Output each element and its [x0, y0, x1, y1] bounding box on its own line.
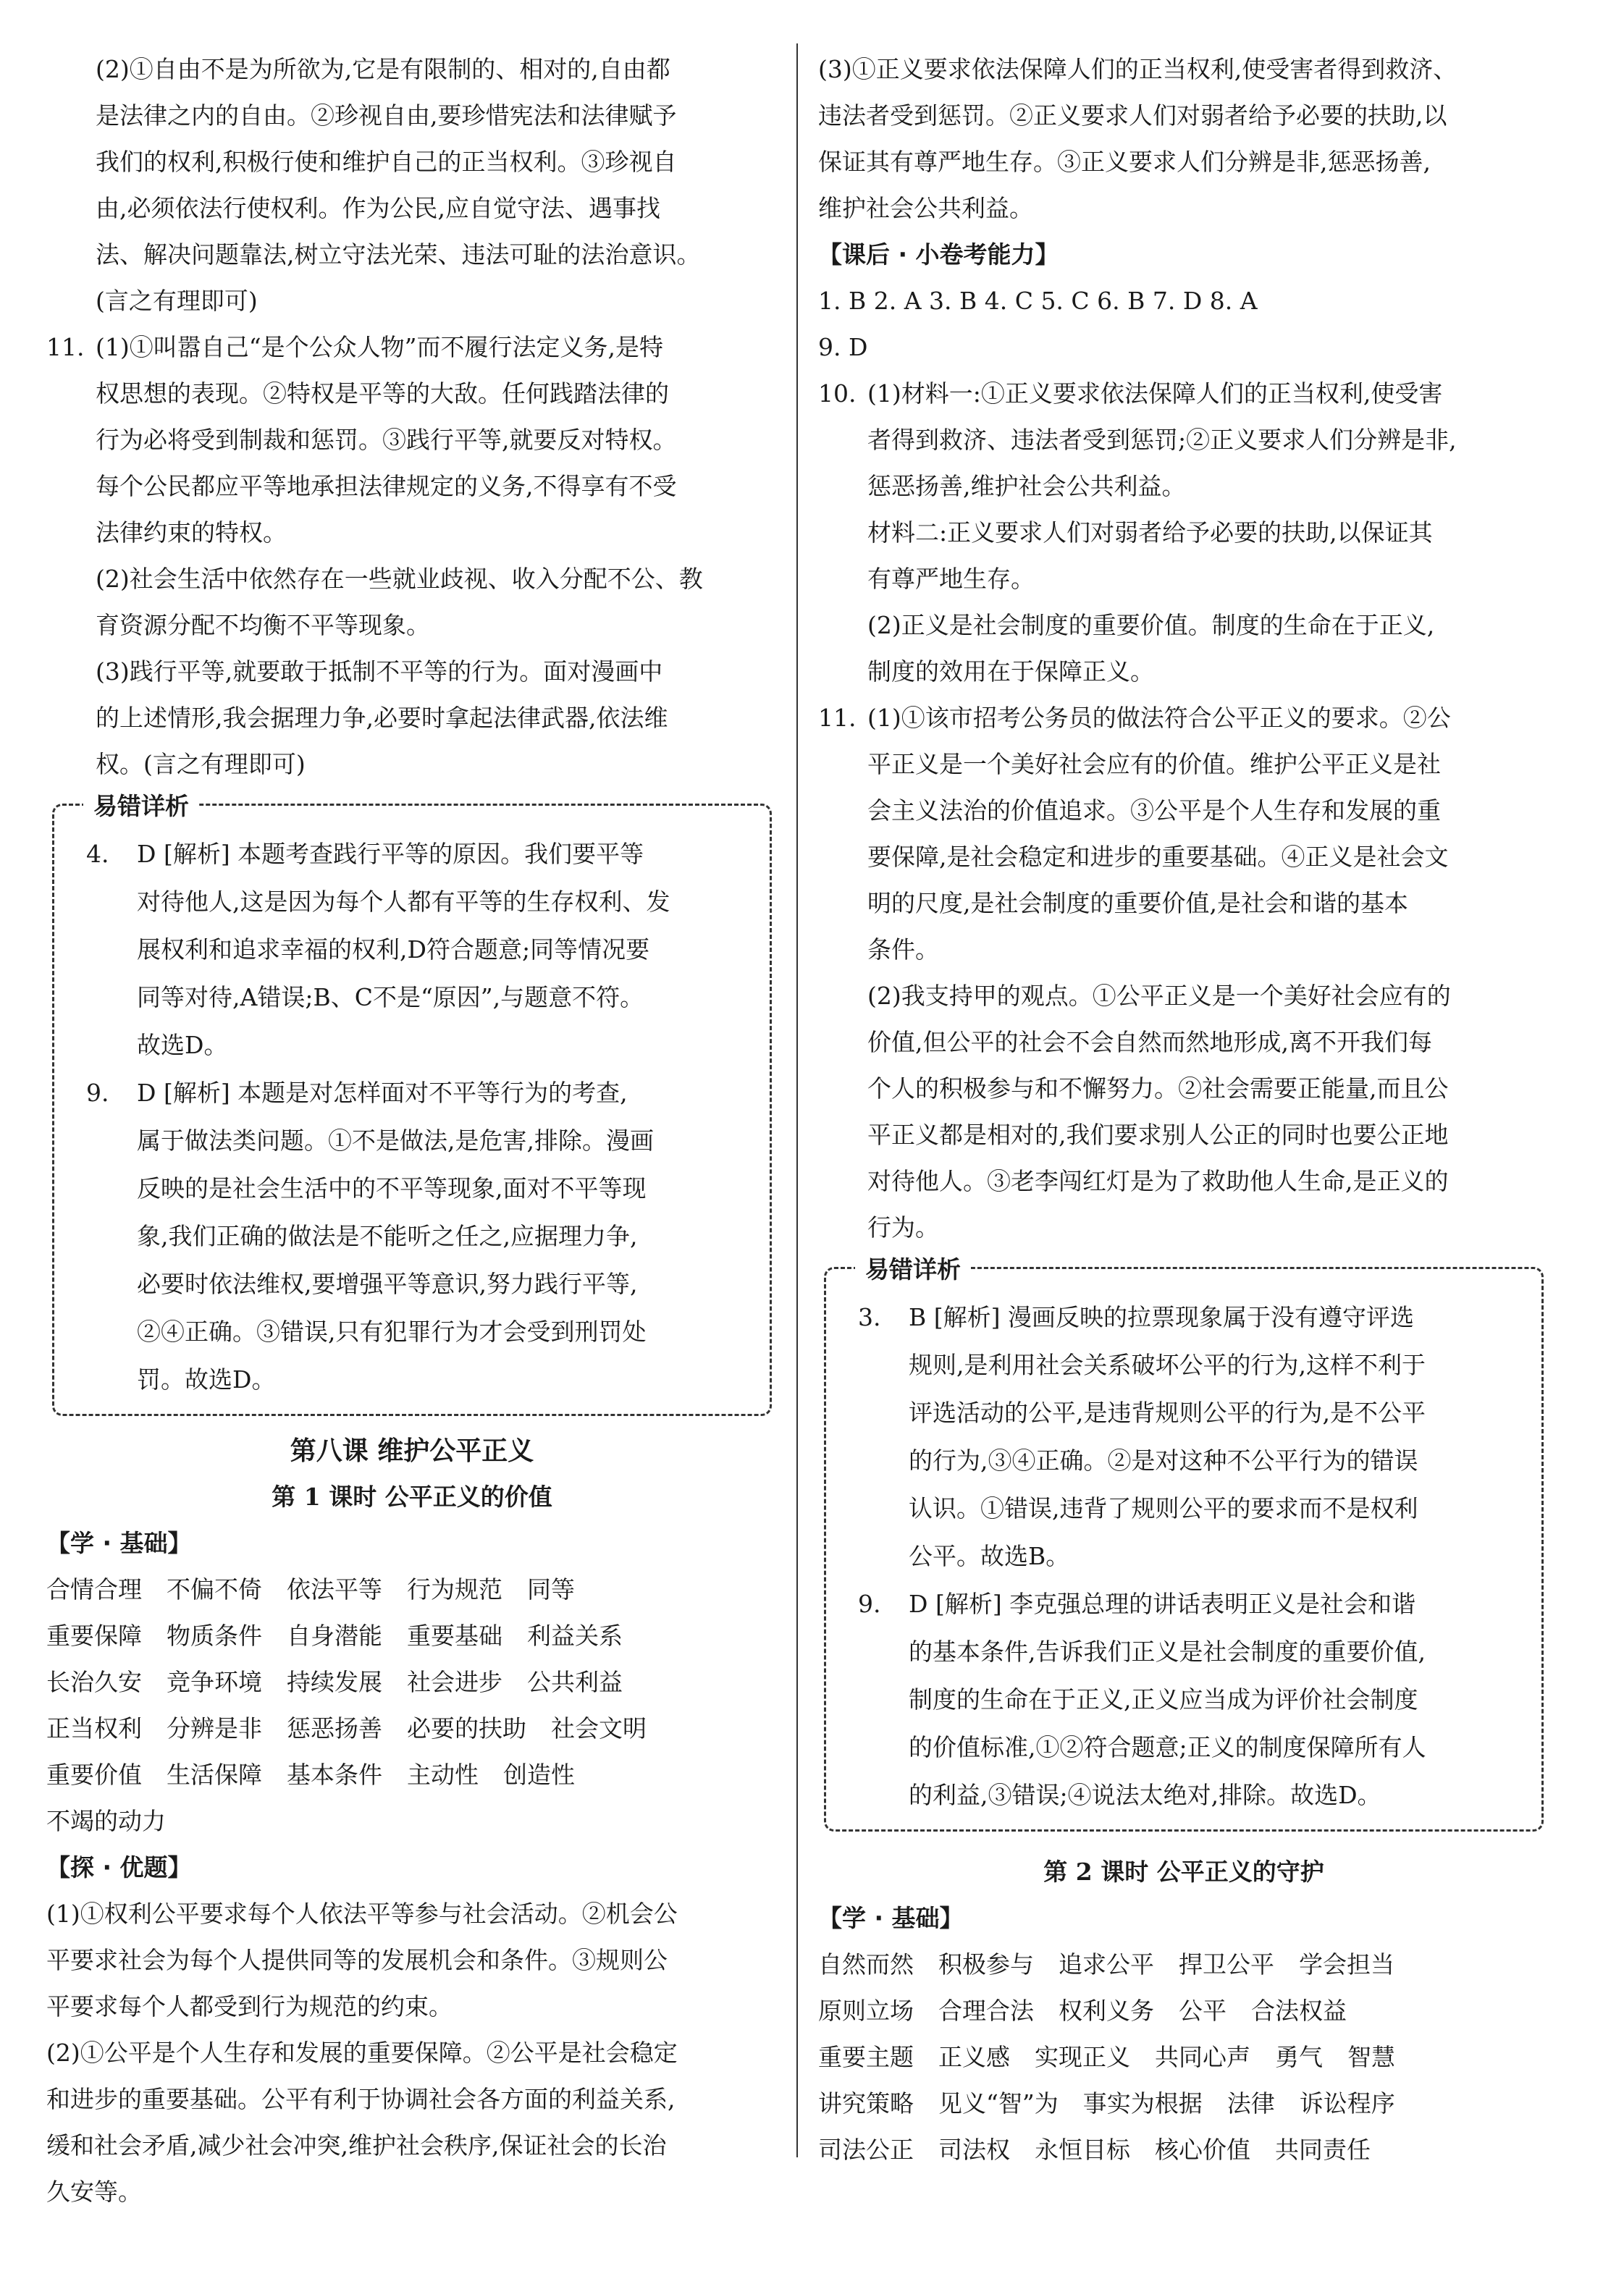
period-title: 第 1 课时 公平正义的价值	[272, 1483, 552, 1511]
learn-words	[46, 1567, 778, 1845]
word-row: 司法公正 司法权 永恒目标 核心价值 共同责任	[818, 2136, 1371, 2164]
section-head-after-class: 【课后 · 小卷考能力】	[818, 240, 1059, 269]
lesson-title: 第八课 维护公平正义	[290, 1436, 534, 1466]
analysis-item-3: 3. B [解析] 漫画反映的拉票现象属于没有遵守评选 规则,是利用社会关系破坏公平的行为,这样不利于 评选活动的公平,是违背规则公平的行为,是不公平 的行为,③④正确。②是对这种不公平行为的错误 认识。①错误,违背了规则公平的要求而不是权利 公平。故选B。	[858, 1303, 1426, 1570]
left-column	[46, 46, 778, 2215]
word-row: 讲究策略 见义“智”为 事实为根据 法律 诉讼程序	[818, 2089, 1395, 2118]
explore-answers: (1)①权利公平要求每个人依法平等参与社会活动。②机会公 平要求社会为每个人提供同等的发展机会和条件。③规则公 平要求每个人都受到行为规范的约束。 (2)①公平是个人生存和发展的重要保障。②公平是社会稳定 和进步的重要基础。公平有利于协调社会各方面的利益关系, 缓和社会矛盾,减少社会冲突,维护社会秩序,保证社会的长治 久安等。	[46, 1900, 678, 2206]
word-row: 合情合理 不偏不倚 依法平等 行为规范 同等	[46, 1575, 575, 1604]
word-row: 不竭的动力	[46, 1807, 166, 1835]
error-analysis-box	[52, 792, 772, 1416]
choice-answers-cont: 9. D	[818, 333, 868, 361]
word-row: 自然而然 积极参与 追求公平 捍卫公平 学会担当	[818, 1950, 1394, 1979]
word-row: 重要价值 生活保障 基本条件 主动性 创造性	[46, 1761, 575, 1789]
analysis-item-4: 4. D [解析] 本题考查践行平等的原因。我们要平等 对待他人,这是因为每个人都有平等的生存权利、发 展权利和追求幸福的权利,D符合题意;同等情况要 同等对待,A错误;B、C不是“原因”,与题意不符。 故选D。	[86, 840, 670, 1059]
answer-11: 11. (1)①叫嚣自己“是个公众人物”而不履行法定义务,是特 权思想的表现。②特权是平等的大敌。任何践踏法律的 行为必将受到制裁和惩罚。③践行平等,就要反对特权。 每个公民都应平等地承担法律规定的义务,不得享有不受 法律约束的特权。 (2)社会生活中依然存在一些就业歧视、收入分配不公、教 育资源分配不均衡不平等现象。 (3)践行平等,就要敢于抵制不平等的行为。面对漫画中 的上述情形,我会据理力争,必要时拿起法律武器,依法维 权。(言之有理即可)	[46, 324, 778, 788]
word-row: 重要主题 正义感 实现正义 共同心声 勇气 智慧	[818, 2043, 1395, 2071]
word-row: 重要保障 物质条件 自身潜能 重要基础 利益关系	[46, 1622, 623, 1650]
question-number: 10.	[818, 379, 857, 408]
period-title: 第 2 课时 公平正义的守护	[1043, 1858, 1324, 1886]
word-row: 正当权利 分辨是非 惩恶扬善 必要的扶助 社会文明	[46, 1714, 647, 1743]
analysis-item-9: 9. D [解析] 李克强总理的讲话表明正义是社会和谐 的基本条件,告诉我们正义是社会制度的重要价值, 制度的生命在于正义,正义应当成为评价社会制度 的价值标准,①②符合题意;正义的制度保障所有人 的利益,③错误;④说法太绝对,排除。故选D。	[858, 1590, 1426, 1809]
answer-10: 10. (1)材料一:①正义要求依法保障人们的正当权利,使受害 者得到救济、违法者受到惩罚;②正义要求人们分辨是非, 惩恶扬善,维护社会公共利益。 材料二:正义要求人们对弱者给予必要的扶助,以保证其 有尊严地生存。 (2)正义是社会制度的重要价值。制度的生命在于正义, 制度的效用在于保障正义。	[818, 371, 1549, 695]
word-row: 原则立场 合理合法 权利义务 公平 合法权益	[818, 1997, 1347, 2025]
section-head-learn: 【学 · 基础】	[46, 1529, 192, 1557]
box-title: 易错详析	[855, 1246, 971, 1294]
question-number: 11.	[818, 704, 857, 732]
learn-words	[818, 1942, 1549, 2173]
right-column	[818, 46, 1549, 2173]
analysis-item-9: 9. D [解析] 本题是对怎样面对不平等行为的考查, 属于做法类问题。①不是做法,是危害,排除。漫画 反映的是社会生活中的不平等现象,面对不平等现 象,我们正确的做法是不能听之任之,应据理力争, 必要时依法维权,要增强平等意识,努力践行平等, ②④正确。③错误,只有犯罪行为才会受到刑罚处 罚。故选D。	[86, 1079, 654, 1394]
word-row: 长治久安 竞争环境 持续发展 社会进步 公共利益	[46, 1668, 623, 1696]
answer-11: 11. (1)①该市招考公务员的做法符合公平正义的要求。②公 平正义是一个美好社会应有的价值。维护公平正义是社 会主义法治的价值追求。③公平是个人生存和发展的重 要保障,是社会稳定和进步的重要基础。④正义是社会文 明的尺度,是社会制度的重要价值,是社会和谐的基本 条件。 (2)我支持甲的观点。①公平正义是一个美好社会应有的 价值,但公平的社会不会自然而然地形成,离不开我们每 个人的积极参与和不懈努力。②社会需要正能量,而且公 平正义都是相对的,我们要求别人公正的同时也要公正地 对待他人。③老李闯红灯是为了救助他人生命,是正义的 行为。	[818, 695, 1549, 1251]
explore-answer-3: (3)①正义要求依法保障人们的正当权利,使受害者得到救济、 违法者受到惩罚。②正义要求人们对弱者给予必要的扶助,以 保证其有尊严地生存。③正义要求人们分辨是非,惩恶扬善, 维护社会公共利益。	[818, 55, 1457, 222]
error-analysis-box	[824, 1255, 1544, 1832]
column-divider	[796, 43, 798, 2157]
section-head-explore: 【探 · 优题】	[46, 1853, 192, 1882]
choice-answers: 1. B 2. A 3. B 4. C 5. C 6. B 7. D 8. A	[818, 287, 1258, 315]
section-head-learn: 【学 · 基础】	[818, 1904, 964, 1932]
answer-10-part-2: (2)①自由不是为所欲为,它是有限制的、相对的,自由都 是法律之内的自由。②珍视自由,要珍惜宪法和法律赋予 我们的权利,积极行使和维护自己的正当权利。③珍视自 由,必须依法行使权利。作为公民,应自觉守法、遇事找 法、解决问题靠法,树立守法光荣、违法可耻的法治意识。 (言之有理即可)	[96, 55, 701, 315]
question-number: 11.	[46, 333, 85, 361]
box-title: 易错详析	[83, 783, 199, 830]
